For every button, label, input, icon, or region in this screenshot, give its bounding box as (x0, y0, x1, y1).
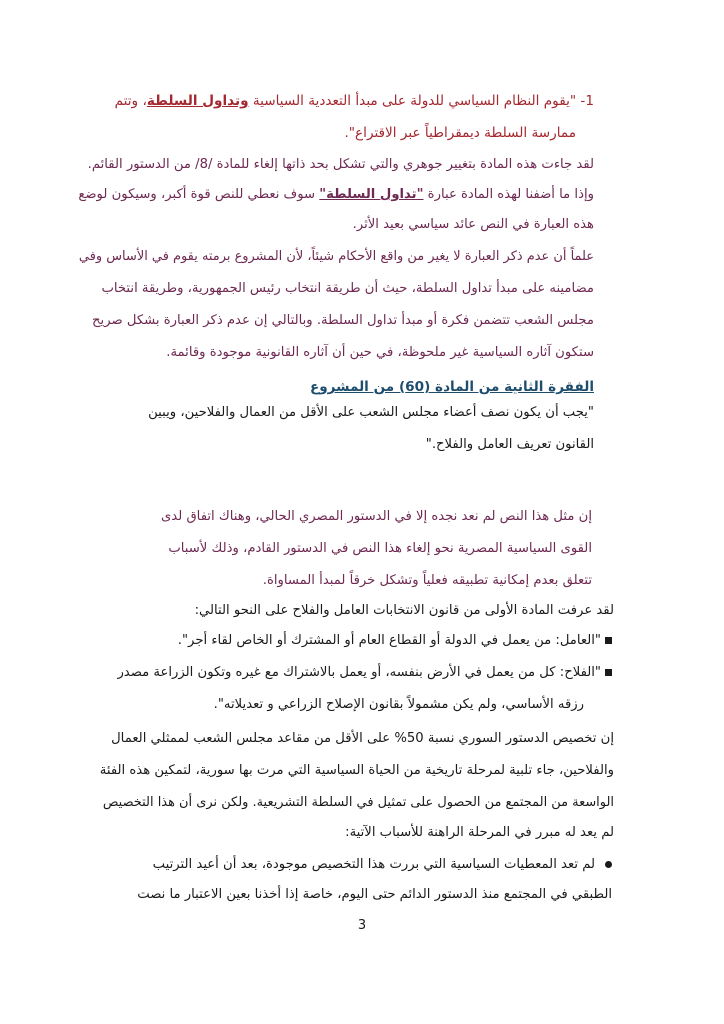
page-number: 3 (357, 918, 367, 933)
para-2-text-b: سوف نعطي للنص قوة أكبر، وسيكون لوضع (78, 187, 320, 202)
definition-farmer-line-1 (117, 664, 612, 682)
definitions-intro: لقد عرفت المادة الأولى من قانون الانتخابات العامل والفلاح على النحو التالي: (194, 603, 614, 618)
article-1-text-b: ، وتتم (114, 93, 147, 109)
article-1-line-2: ممارسة السلطة ديمقراطياً عبر الاقتراع". (344, 125, 576, 141)
para-4-line-3: تتعلق بعدم إمكانية تطبيقه فعلياً وتشكل خرقاً لمبدأ المساواة. (262, 573, 592, 588)
section-heading: الفقرة الثانية من المادة (60) من المشروع (309, 379, 594, 395)
square-bullet-icon (605, 637, 612, 644)
square-bullet-icon (605, 669, 612, 676)
para-2-emphasis: "تداول السلطة" (319, 187, 424, 202)
round-bullet-icon (605, 861, 612, 868)
para-4-line-2: القوى السياسية المصرية نحو إلغاء هذا النص في الدستور القادم، وذلك لأسباب (168, 541, 592, 556)
definition-worker (178, 632, 612, 650)
para-2-line-2 (78, 186, 594, 204)
para-5-line-3: الواسعة من المجتمع من الحصول على تمثيل في السلطة التشريعية. ولكن نرى أن هذا التخصيص (102, 795, 614, 810)
reason-item-1-line-2: الطبقي في المجتمع منذ الدستور الدائم حتى اليوم، خاصة إذا أخذنا بعين الاعتبار ما نصت (137, 887, 612, 902)
para-5-line-2: والفلاحين، جاء تلبية لمرحلة تاريخية من الحياة السياسية التي مرت بها سورية، لتمكين هذه الفئة (99, 763, 614, 778)
quote-line-2: القانون تعريف العامل والفلاح." (425, 437, 594, 452)
reason-item-1-line-1 (153, 856, 612, 874)
para-2-line-1: لقد جاءت هذه المادة بتغيير جوهري والتي تشكل بحد ذاتها إلغاء للمادة /8/ من الدستور القائم. (87, 157, 594, 172)
article-1-text-a: 1- "يقوم النظام السياسي للدولة على مبدأ التعددية السياسية (248, 93, 594, 109)
definition-farmer-text: "الفلاح: كل من يعمل في الأرض بنفسه، أو يعمل بالاشتراك مع غيره وتكون الزراعة مصدر (117, 665, 601, 680)
article-1-emphasis: وتداول السلطة (146, 93, 249, 109)
para-3-line-4: ستكون آثاره السياسية غير ملحوظة، في حين أن آثاره القانونية موجودة وقائمة. (166, 345, 594, 360)
para-4-line-1: إن مثل هذا النص لم نعد نجده إلا في الدستور المصري الحالي، وهناك اتفاق لدى (160, 509, 592, 524)
para-2-text-a: وإذا ما أضفنا لهذه المادة عبارة (423, 187, 594, 202)
definition-farmer-line-2: رزقه الأساسي، ولم يكن مشمولاً بقانون الإصلاح الزراعي و تعديلاته". (213, 697, 584, 712)
para-2-line-3: هذه العبارة في النص عائد سياسي بعيد الأثر. (352, 217, 594, 232)
quote-line-1: "يجب أن يكون نصف أعضاء مجلس الشعب على الأقل من العمال والفلاحين، ويبين (148, 405, 594, 420)
article-1-line-1 (115, 92, 594, 110)
para-5-line-1: إن تخصيص الدستور السوري نسبة 50% على الأقل من مقاعد مجلس الشعب لممثلي العمال (111, 731, 614, 746)
para-3-line-1: علماً أن عدم ذكر العبارة لا يغير من واقع الأحكام شيئاً، لأن المشروع برمته يقوم في الأساس وفي (78, 249, 594, 264)
para-5-line-4: لم يعد له مبرر في المرحلة الراهنة للأسباب الآتية: (345, 825, 614, 840)
reason-item-1-text: لم تعد المعطيات السياسية التي بررت هذا التخصيص موجودة، بعد أن أعيد الترتيب (152, 857, 595, 872)
para-3-line-2: مضامينه على مبدأ تداول السلطة، حيث أن طريقة انتخاب رئيس الجمهورية، وطريقة انتخاب (101, 281, 594, 296)
para-3-line-3: مجلس الشعب تتضمن فكرة أو مبدأ تداول السلطة. وبالتالي إن عدم ذكر العبارة بشكل صريح (92, 313, 594, 328)
definition-worker-text: "العامل: من يعمل في الدولة أو القطاع العام أو المشترك أو الخاص لقاء أجر". (177, 633, 601, 648)
